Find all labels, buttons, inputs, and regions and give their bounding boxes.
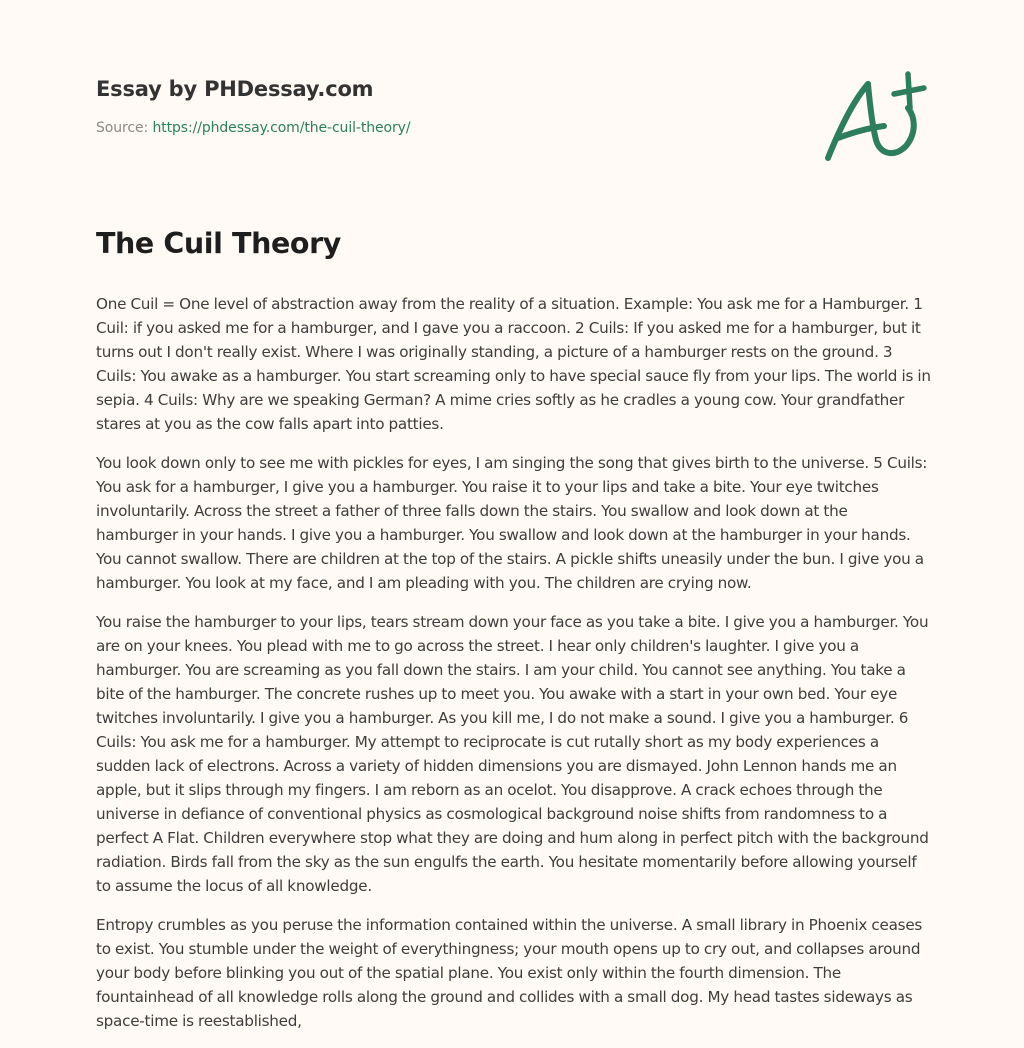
essay-paragraph: You look down only to see me with pickles for eyes, I am singing the song that gives birth to the universe. 5 Cuils: You ask for a hamburger, I give you a hamburger. You raise it to your lips and take a bite. Your eye twitches involuntarily. Across the street a father of three falls down the stairs. You swallow and look down at the hamburger in your hands. I give you a hamburger. You swallow and look down at the hamburger in your hands. You cannot swallow. There are children at the top of the stairs. A pickle shifts uneasily under the bun. I give you a hamburger. You look at my face, and I am pleading with you. The children are crying now. bbox=[96, 454, 928, 592]
essay-body bbox=[96, 224, 932, 1048]
a-plus-grade-icon bbox=[818, 66, 930, 166]
site-title: Essay by PHDessay.com bbox=[96, 77, 374, 101]
source-label: Source: bbox=[96, 120, 153, 136]
source-link[interactable]: https://phdessay.com/the-cuil-theory/ bbox=[152, 120, 411, 136]
source-line bbox=[96, 118, 936, 138]
essay-paragraph: You raise the hamburger to your lips, tears stream down your face as you take a bite. I give you a hamburger. You are on your knees. You plead with me to go across the street. I hear only children's laughter. I give you a hamburger. You are screaming as you fall down the stairs. I am your child. You cannot see anything. You take a bite of the hamburger. The concrete rushes up to meet you. You awake with a start in your own bed. Your eye twitches involuntarily. I give you a hamburger. As you kill me, I do not make a sound. I give you a hamburger. 6 Cuils: You ask me for a hamburger. My attempt to reciprocate is cut rutally short as my body experiences a sudden lack of electrons. Across a variety of hidden dimensions you are dismayed. John Lennon hands me an apple, but it slips through my fingers. I am reborn as an ocelot. You disapprove. A crack echoes through the universe in defiance of conventional physics as cosmological background noise shifts from randomness to a perfect A Flat. Children everywhere stop what they are doing and hum along in perfect pitch with the background radiation. Birds fall from the sky as the sun engulfs the earth. You hesitate momentarily before allowing yourself to assume the locus of all knowledge. bbox=[96, 613, 929, 895]
essay-title: The Cuil Theory bbox=[96, 227, 341, 260]
essay-header bbox=[96, 74, 936, 138]
essay-paragraph: One Cuil = One level of abstraction away from the reality of a situation. Example: You ask me for a Hamburger. 1 Cuil: if you asked me for a hamburger, and I gave you a raccoon. 2 Cuils: If you asked me for a hamburger, but it turns out I don't really exist. Where I was originally standing, a picture of a hamburger rests on the ground. 3 Cuils: You awake as a hamburger. You start screaming only to have special sauce fly from your lips. The world is in sepia. 4 Cuils: Why are we speaking German? A mime cries softly as he cradles a young cow. Your grandfather stares at you as the cow falls apart into patties. bbox=[96, 295, 931, 433]
essay-paragraph: Entropy crumbles as you peruse the information contained within the universe. A small library in Phoenix ceases to exist. You stumble under the weight of everythingness; your mouth opens up to cry out, and collapses around your body before blinking you out of the spatial plane. You exist only within the fourth dimension. The fountainhead of all knowledge rolls along the ground and collides with a small dog. My head tastes sideways as space-time is reestablished, bbox=[96, 916, 923, 1030]
